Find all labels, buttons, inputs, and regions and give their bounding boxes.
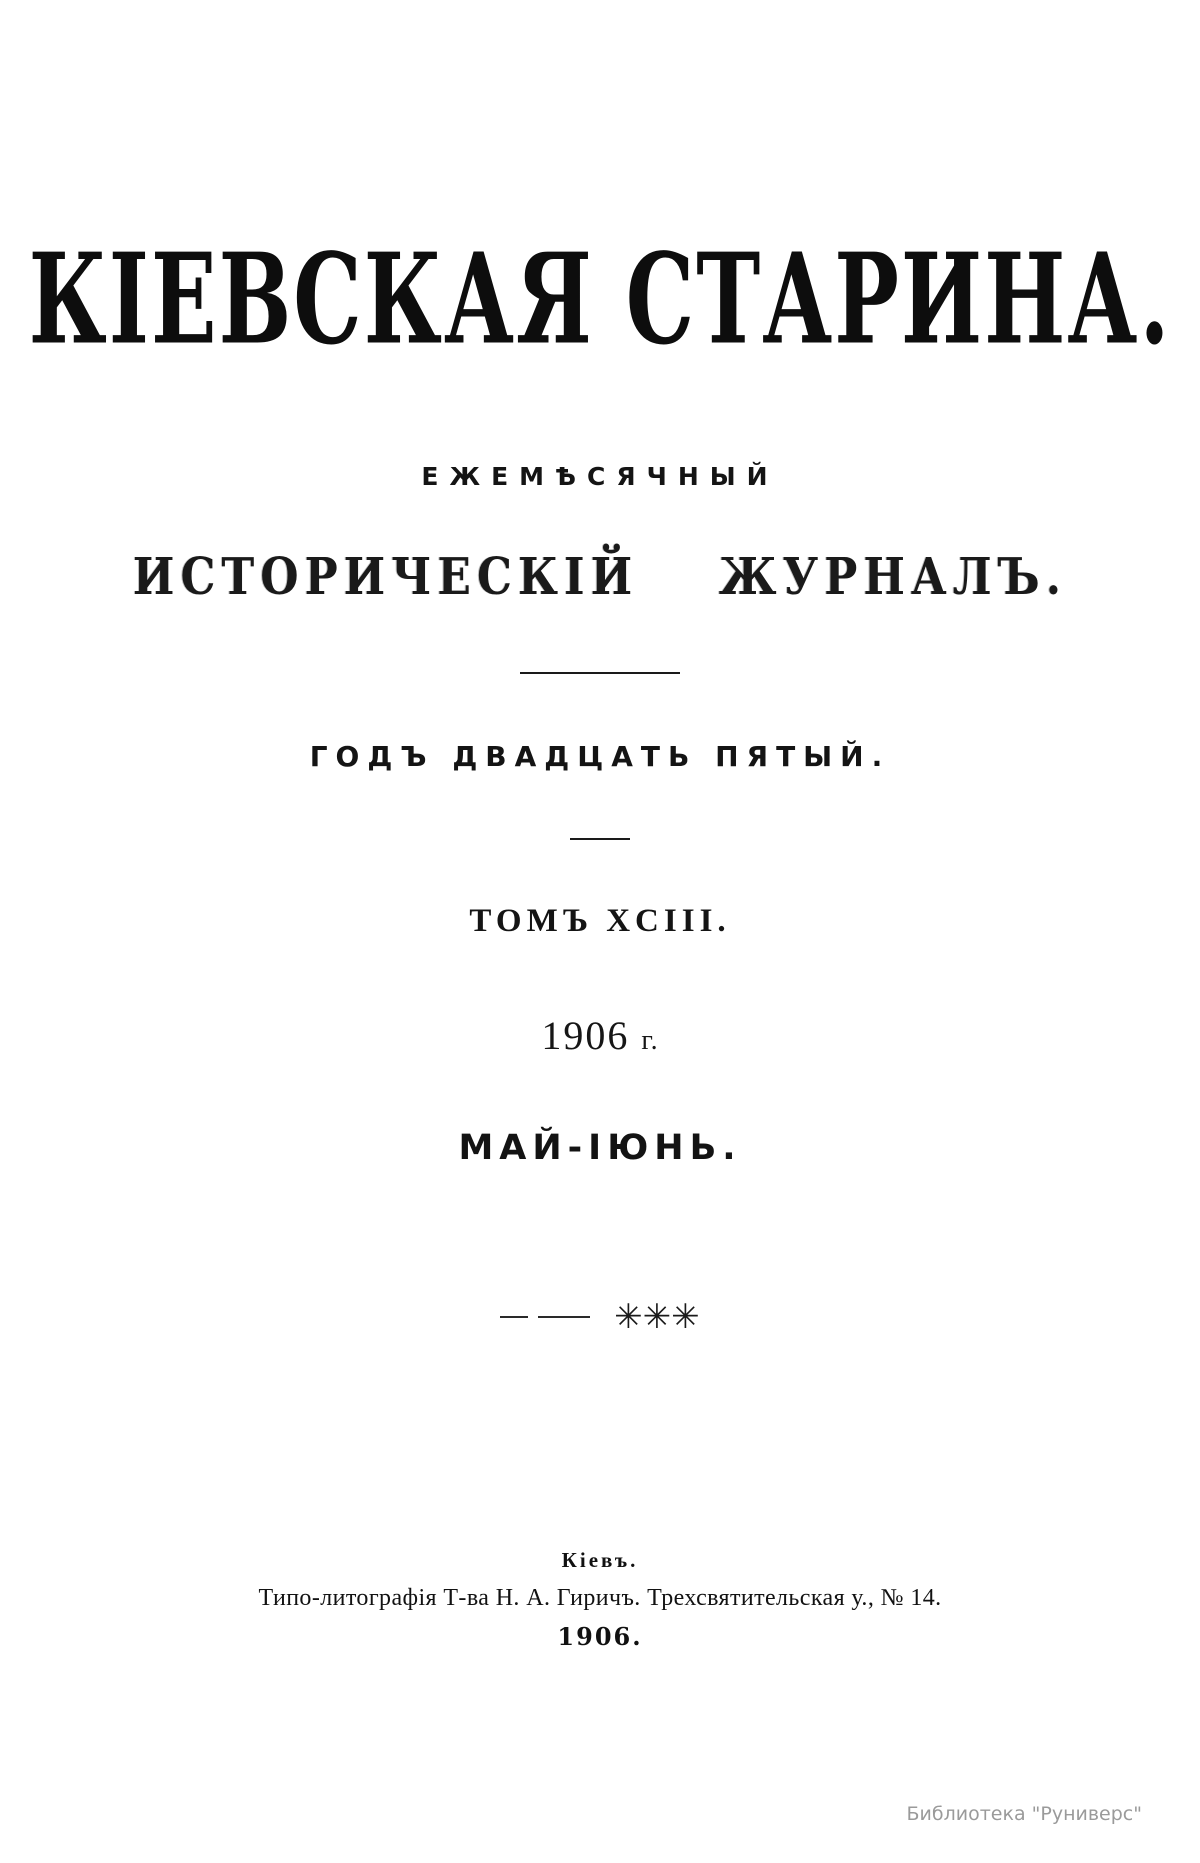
year-of-publication: ГОДЪ ДВАДЦАТЬ ПЯТЫЙ.	[309, 740, 891, 773]
ornament-star-icon: ✳✳✳	[614, 1297, 700, 1337]
subtitle-kind-word-1: ИСТОРИЧЕСКІЙ	[132, 548, 639, 607]
volume-label: ТОМЪ XCIII.	[469, 903, 731, 939]
publication-year-suffix: г.	[641, 1025, 659, 1056]
subtitle-kind-word-2: ЖУРНАЛЪ.	[718, 548, 1068, 607]
ornament-dash-long-icon	[538, 1316, 590, 1318]
page-title: КІЕВСКАЯ СТАРИНА.	[28, 226, 1172, 373]
publication-year	[0, 1012, 1200, 1059]
subtitle-monthly: ЕЖЕМѢСЯЧНЫЙ	[421, 462, 779, 491]
divider-rule-upper	[520, 672, 680, 674]
ornament-dash-short-icon	[500, 1316, 528, 1318]
imprint-year: 1906.	[557, 1622, 643, 1651]
publication-months: МАЙ-ІЮНЬ.	[458, 1128, 742, 1168]
subtitle-journal-kind	[0, 548, 1200, 607]
publication-year-number: 1906	[541, 1013, 630, 1058]
ornament-divider	[0, 1297, 1200, 1337]
divider-rule-lower	[570, 838, 630, 840]
imprint-city: Кіевъ.	[561, 1548, 639, 1572]
library-watermark: Библиотека "Руниверс"	[906, 1803, 1142, 1825]
imprint-block	[0, 1548, 1200, 1651]
imprint-printer: Типо-литографія Т-ва Н. А. Гиричъ. Трехсвятительская у., № 14.	[258, 1585, 942, 1611]
